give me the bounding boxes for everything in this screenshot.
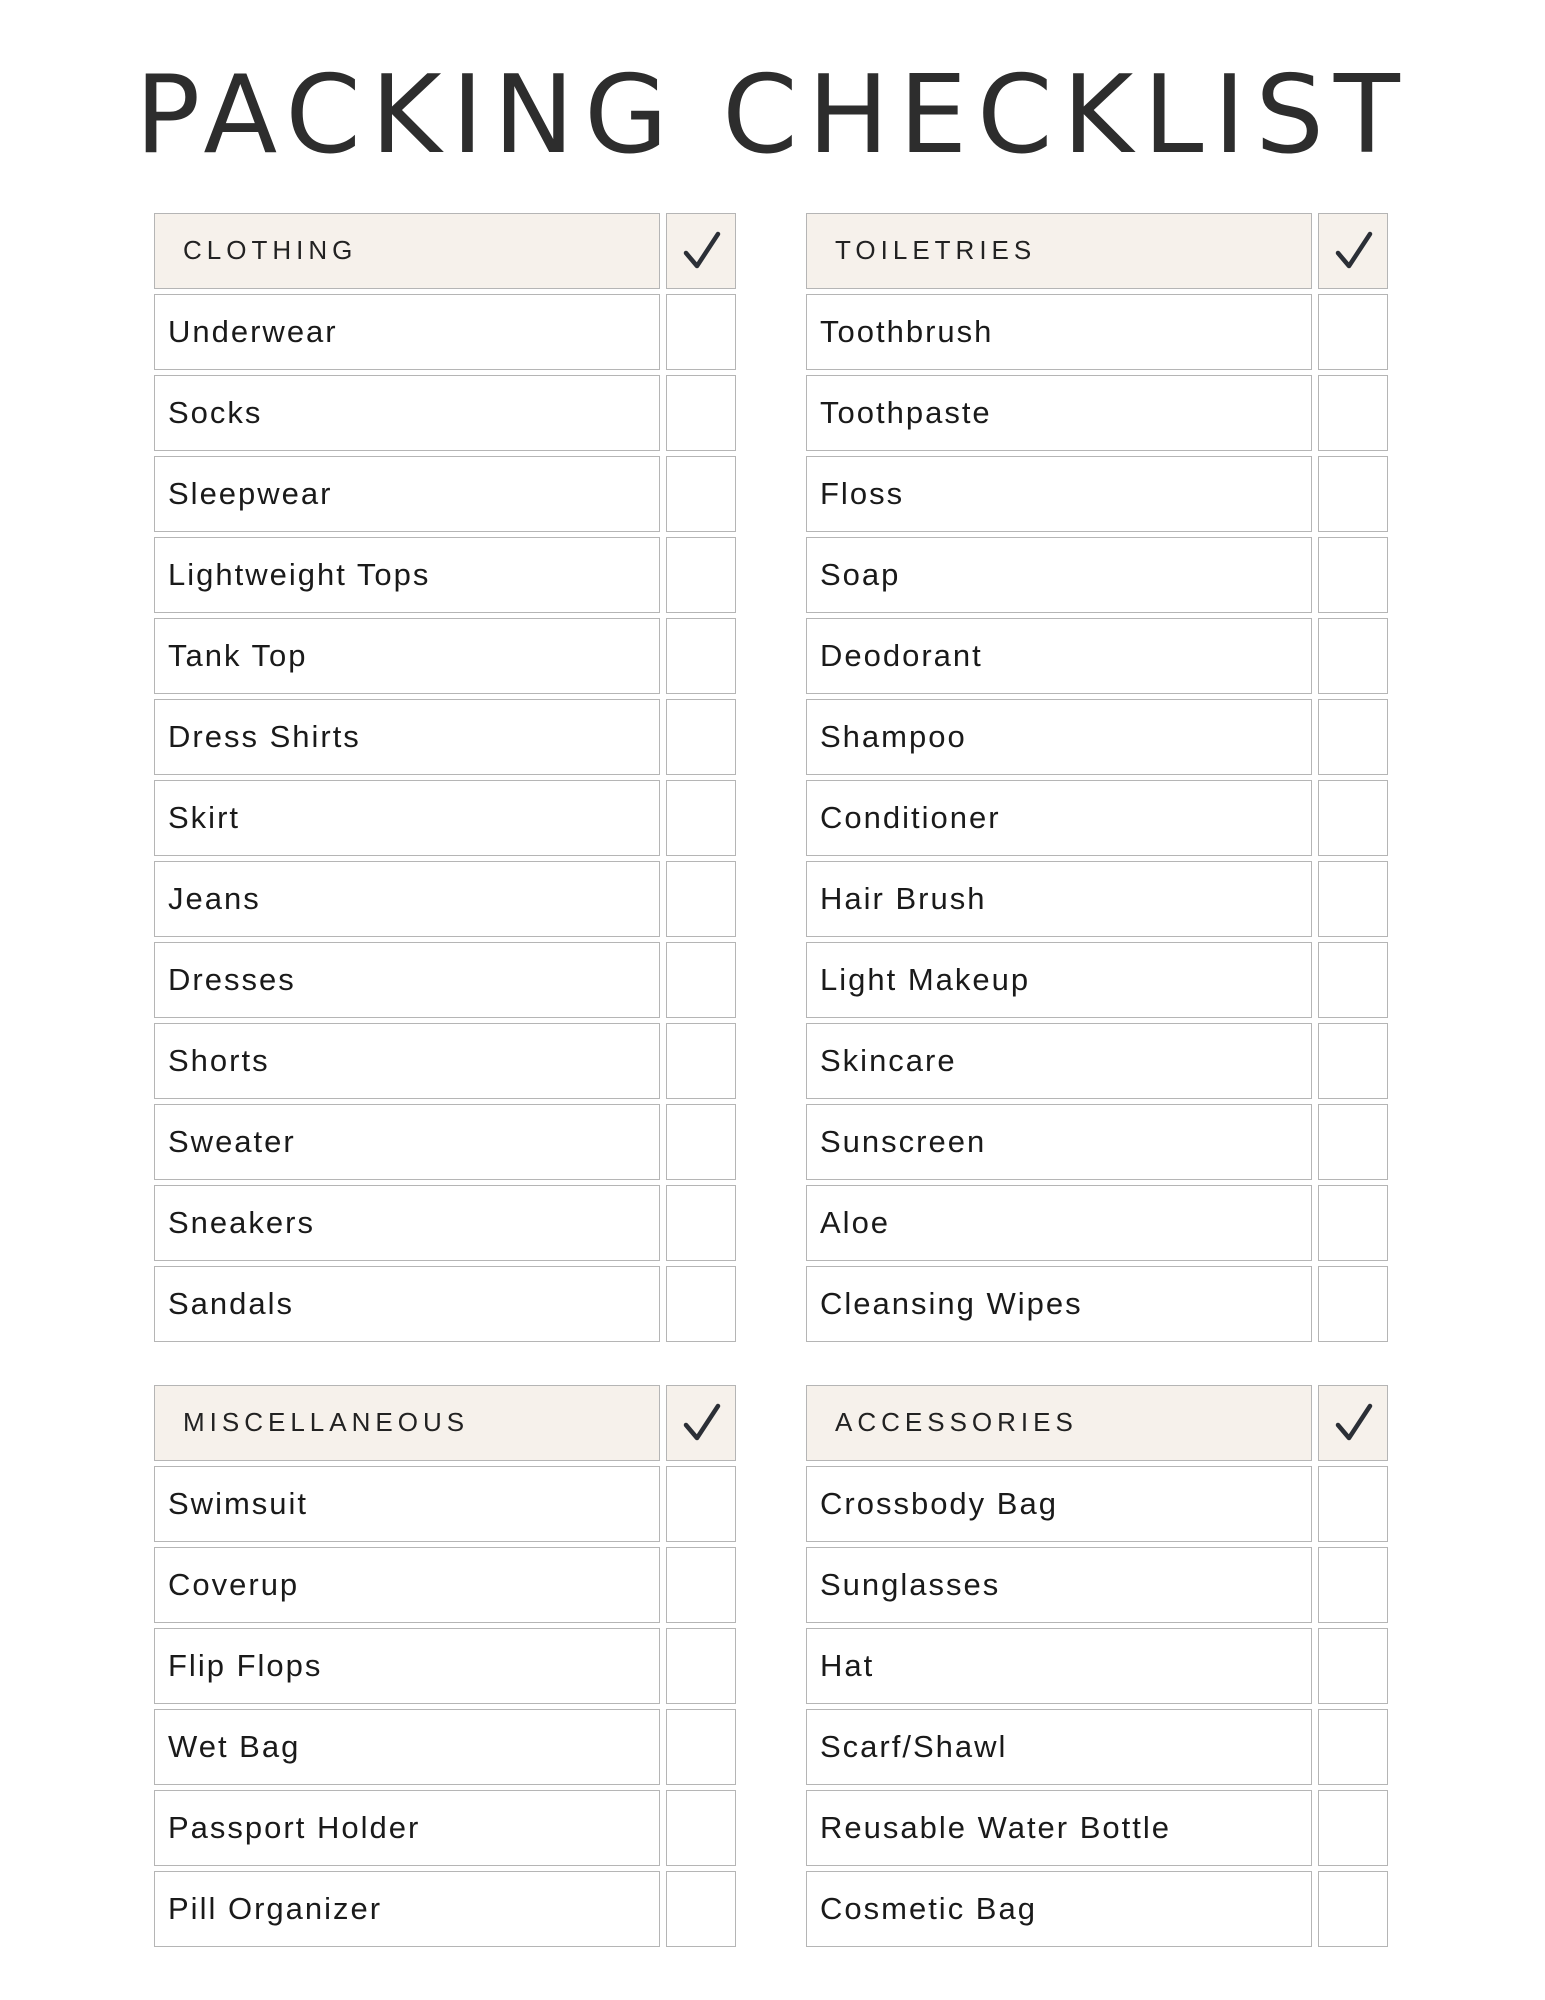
item-checkbox[interactable] [1318, 1266, 1388, 1342]
item-checkbox[interactable] [1318, 1104, 1388, 1180]
item-label: Skincare [820, 1043, 957, 1078]
item-checkbox[interactable] [666, 618, 736, 694]
checklist-item [806, 861, 1388, 937]
item-label-cell [154, 699, 660, 775]
section-header [154, 1385, 736, 1461]
item-label-cell [154, 861, 660, 937]
item-label-cell [154, 1185, 660, 1261]
item-checkbox[interactable] [666, 861, 736, 937]
checklist-item [154, 1709, 736, 1785]
checklist-item [806, 1547, 1388, 1623]
section-header [806, 213, 1388, 289]
item-checkbox[interactable] [1318, 1628, 1388, 1704]
checklist-item [806, 1266, 1388, 1342]
item-label-cell [806, 699, 1312, 775]
checklist-item [154, 1466, 736, 1542]
item-label: Socks [168, 395, 263, 430]
item-checkbox[interactable] [666, 1185, 736, 1261]
item-label-cell [154, 1547, 660, 1623]
item-label-cell [806, 861, 1312, 937]
item-label: Flip Flops [168, 1648, 323, 1683]
item-label-cell [154, 1790, 660, 1866]
item-label-cell [154, 1104, 660, 1180]
checklist-item [806, 942, 1388, 1018]
item-checkbox[interactable] [666, 780, 736, 856]
item-checkbox[interactable] [666, 1709, 736, 1785]
checklist-item [154, 1104, 736, 1180]
item-checkbox[interactable] [666, 1790, 736, 1866]
item-label: Toothbrush [820, 314, 994, 349]
item-label: Dresses [168, 962, 296, 997]
checklist-item [806, 1185, 1388, 1261]
item-label-cell [806, 1023, 1312, 1099]
checklist-item [806, 1104, 1388, 1180]
checklist-item [806, 1466, 1388, 1542]
item-label: Shorts [168, 1043, 270, 1078]
item-checkbox[interactable] [1318, 1790, 1388, 1866]
item-label-cell [154, 1628, 660, 1704]
item-checkbox[interactable] [1318, 942, 1388, 1018]
item-label: Sneakers [168, 1205, 315, 1240]
item-label-cell [806, 1790, 1312, 1866]
item-checkbox[interactable] [1318, 861, 1388, 937]
section-toiletries [806, 213, 1388, 1347]
item-checkbox[interactable] [1318, 1185, 1388, 1261]
item-label-cell [154, 618, 660, 694]
checklist-item [806, 1709, 1388, 1785]
item-label-cell [806, 780, 1312, 856]
item-checkbox[interactable] [666, 294, 736, 370]
item-label: Reusable Water Bottle [820, 1810, 1172, 1845]
item-label-cell [806, 1266, 1312, 1342]
item-label: Cosmetic Bag [820, 1891, 1037, 1926]
checklist-item [806, 780, 1388, 856]
item-checkbox[interactable] [666, 375, 736, 451]
section-header-check-cell [666, 1385, 736, 1461]
item-checkbox[interactable] [666, 1023, 736, 1099]
item-checkbox[interactable] [1318, 1466, 1388, 1542]
section-title: MISCELLANEOUS [183, 1407, 470, 1437]
checklist-item [154, 942, 736, 1018]
checklist-item [806, 1628, 1388, 1704]
checklist-item [154, 375, 736, 451]
item-checkbox[interactable] [666, 537, 736, 613]
item-checkbox[interactable] [666, 1266, 736, 1342]
item-checkbox[interactable] [1318, 618, 1388, 694]
item-label-cell [806, 1871, 1312, 1947]
item-label-cell [154, 1871, 660, 1947]
checklist-item [154, 1790, 736, 1866]
item-label: Cleansing Wipes [820, 1286, 1083, 1321]
section-header-label-cell [154, 1385, 660, 1461]
item-checkbox[interactable] [666, 1466, 736, 1542]
item-label: Underwear [168, 314, 338, 349]
item-label-cell [806, 1709, 1312, 1785]
checklist-item [154, 780, 736, 856]
item-label-cell [806, 1104, 1312, 1180]
item-checkbox[interactable] [666, 699, 736, 775]
item-label-cell [154, 1466, 660, 1542]
item-label-cell [806, 375, 1312, 451]
item-label: Hair Brush [820, 881, 987, 916]
checklist-item [154, 699, 736, 775]
section-accessories [806, 1385, 1388, 1952]
item-label-cell [154, 1709, 660, 1785]
item-checkbox[interactable] [666, 456, 736, 532]
checklist-item [154, 618, 736, 694]
page-title: PACKING CHECKLIST [135, 53, 1410, 178]
item-label: Tank Top [168, 638, 308, 673]
item-label: Floss [820, 476, 905, 511]
item-label-cell [154, 1023, 660, 1099]
checklist-item [154, 1023, 736, 1099]
checklist-item [154, 861, 736, 937]
section-header [154, 213, 736, 289]
item-checkbox[interactable] [666, 1547, 736, 1623]
item-label: Pill Organizer [168, 1891, 383, 1926]
item-checkbox[interactable] [666, 942, 736, 1018]
item-label-cell [154, 456, 660, 532]
section-header-label-cell [806, 213, 1312, 289]
item-label: Shampoo [820, 719, 967, 754]
item-label-cell [154, 537, 660, 613]
item-checkbox[interactable] [1318, 375, 1388, 451]
item-label: Soap [820, 557, 901, 592]
checklist-item [806, 699, 1388, 775]
item-label: Dress Shirts [168, 719, 361, 754]
item-checkbox[interactable] [666, 1871, 736, 1947]
item-label: Skirt [168, 800, 240, 835]
checklist-item [154, 1185, 736, 1261]
item-checkbox[interactable] [1318, 699, 1388, 775]
item-label: Coverup [168, 1567, 300, 1602]
item-label: Scarf/Shawl [820, 1729, 1008, 1764]
item-label: Deodorant [820, 638, 983, 673]
item-label: Aloe [820, 1205, 891, 1240]
item-label: Jeans [168, 881, 261, 916]
item-label-cell [806, 618, 1312, 694]
item-label-cell [806, 537, 1312, 613]
checklist-item [806, 375, 1388, 451]
section-header [806, 1385, 1388, 1461]
item-label: Sandals [168, 1286, 295, 1321]
item-label-cell [806, 1185, 1312, 1261]
item-checkbox[interactable] [666, 1104, 736, 1180]
checklist-item [154, 1266, 736, 1342]
item-label: Hat [820, 1648, 875, 1683]
item-label: Passport Holder [168, 1810, 421, 1845]
item-checkbox[interactable] [1318, 294, 1388, 370]
section-header-check-cell [1318, 1385, 1388, 1461]
item-label-cell [806, 456, 1312, 532]
section-header-check-cell [1318, 213, 1388, 289]
section-header-label-cell [806, 1385, 1312, 1461]
item-label: Light Makeup [820, 962, 1031, 997]
section-header-label-cell [154, 213, 660, 289]
item-label: Sweater [168, 1124, 296, 1159]
item-checkbox[interactable] [1318, 456, 1388, 532]
checklist-item [806, 1790, 1388, 1866]
item-label-cell [154, 294, 660, 370]
section-clothing [154, 213, 736, 1347]
section-title: ACCESSORIES [835, 1407, 1078, 1437]
section-title: CLOTHING [183, 235, 358, 265]
item-label: Crossbody Bag [820, 1486, 1058, 1521]
item-label-cell [154, 942, 660, 1018]
item-label: Toothpaste [820, 395, 992, 430]
checklist-item [806, 537, 1388, 613]
item-label: Lightweight Tops [168, 557, 431, 592]
item-checkbox[interactable] [1318, 1709, 1388, 1785]
checklist-item [154, 456, 736, 532]
item-label-cell [806, 1466, 1312, 1542]
item-label-cell [154, 1266, 660, 1342]
item-label: Sunscreen [820, 1124, 987, 1159]
checklist-item [806, 618, 1388, 694]
item-checkbox[interactable] [1318, 537, 1388, 613]
item-checkbox[interactable] [1318, 1547, 1388, 1623]
checklist-item [806, 456, 1388, 532]
item-label: Sunglasses [820, 1567, 1001, 1602]
checklist-item [806, 1023, 1388, 1099]
checklist-item [806, 1871, 1388, 1947]
checklist-item [154, 1547, 736, 1623]
section-title: TOILETRIES [835, 235, 1037, 265]
item-label-cell [806, 294, 1312, 370]
item-label: Conditioner [820, 800, 1001, 835]
checklist-item [154, 537, 736, 613]
item-label: Sleepwear [168, 476, 333, 511]
item-label-cell [806, 1547, 1312, 1623]
item-checkbox[interactable] [1318, 1023, 1388, 1099]
section-miscellaneous [154, 1385, 736, 1952]
checklist-item [154, 1871, 736, 1947]
item-label-cell [154, 780, 660, 856]
item-label-cell [154, 375, 660, 451]
item-checkbox[interactable] [1318, 780, 1388, 856]
item-checkbox[interactable] [1318, 1871, 1388, 1947]
checklist-item [806, 294, 1388, 370]
checklist-item [154, 1628, 736, 1704]
item-label-cell [806, 942, 1312, 1018]
checklist-item [154, 294, 736, 370]
item-checkbox[interactable] [666, 1628, 736, 1704]
section-header-check-cell [666, 213, 736, 289]
item-label: Wet Bag [168, 1729, 301, 1764]
item-label: Swimsuit [168, 1486, 309, 1521]
item-label-cell [806, 1628, 1312, 1704]
